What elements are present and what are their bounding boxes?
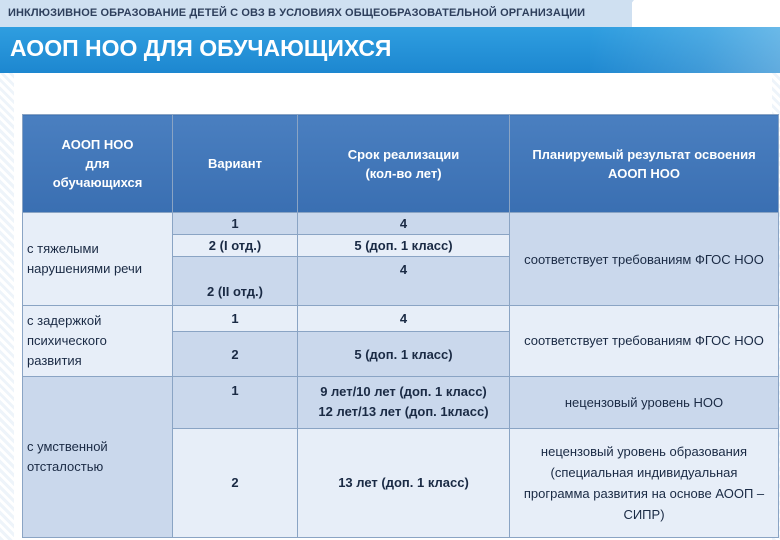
left-decoration xyxy=(0,73,14,540)
supertitle: ИНКЛЮЗИВНОЕ ОБРАЗОВАНИЕ ДЕТЕЙ С ОВЗ В УСЛОВИЯХ ОБЩЕОБРАЗОВАТЕЛЬНОЙ ОРГАНИЗАЦИИ xyxy=(8,7,586,19)
variant-cell: 2 xyxy=(173,332,298,376)
term-line: 12 лет/13 лет (доп. 1класс) xyxy=(318,404,489,420)
header-category-line: для xyxy=(85,156,110,172)
table-row xyxy=(23,376,779,428)
variant-cell: 2 (II отд.) xyxy=(173,257,298,306)
term-line: 9 лет/10 лет (доп. 1 класс) xyxy=(320,384,487,400)
result-line: (специальная индивидуальная xyxy=(550,464,738,480)
header-strip-notch xyxy=(612,0,634,27)
header-term xyxy=(298,115,510,213)
category-cell xyxy=(23,376,173,537)
result-line: программа развития на основе АООП – xyxy=(523,485,765,501)
term-cell: 13 лет (доп. 1 класс) xyxy=(298,428,510,537)
result-cell: соответствует требованиям ФГОС НОО xyxy=(510,306,779,376)
table-row xyxy=(23,213,779,235)
table-header-row xyxy=(23,115,779,213)
result-cell: нецензовый уровень НОО xyxy=(510,376,779,428)
category-line: с задержкой xyxy=(27,312,102,328)
result-cell xyxy=(510,428,779,537)
category-line: с тяжелыми xyxy=(27,241,99,257)
header-result-line: АООП НОО xyxy=(607,165,680,181)
header-term-line: (кол-во лет) xyxy=(365,165,442,181)
result-line: СИПР) xyxy=(623,506,665,522)
header-category-line: обучающихся xyxy=(52,175,143,191)
variant-cell: 2 xyxy=(173,428,298,537)
term-cell: 4 xyxy=(298,257,510,306)
aoop-table xyxy=(22,114,779,538)
header-category-line: АООП НОО xyxy=(61,137,134,153)
page-title: АООП НОО ДЛЯ ОБУЧАЮЩИХСЯ xyxy=(10,35,392,61)
term-cell xyxy=(298,376,510,428)
variant-cell: 2 (I отд.) xyxy=(173,235,298,257)
category-line: с умственной xyxy=(27,438,108,454)
term-cell: 5 (доп. 1 класс) xyxy=(298,235,510,257)
category-line: психического xyxy=(27,332,107,348)
title-band-highlight xyxy=(590,27,780,73)
category-cell xyxy=(23,306,173,376)
category-cell xyxy=(23,213,173,306)
category-line: нарушениями речи xyxy=(27,261,143,277)
variant-cell: 1 xyxy=(173,306,298,332)
result-cell: соответствует требованиям ФГОС НОО xyxy=(510,213,779,306)
category-line: развития xyxy=(27,352,82,368)
header-variant: Вариант xyxy=(173,115,298,213)
category-line: отсталостью xyxy=(27,458,104,474)
result-line: нецензовый уровень образования xyxy=(540,443,748,459)
term-cell: 4 xyxy=(298,306,510,332)
term-cell: 5 (доп. 1 класс) xyxy=(298,332,510,376)
header-category xyxy=(23,115,173,213)
table-row xyxy=(23,306,779,332)
term-cell: 4 xyxy=(298,213,510,235)
variant-cell: 1 xyxy=(173,213,298,235)
variant-cell: 1 xyxy=(173,376,298,428)
header-term-line: Срок реализации xyxy=(347,146,460,162)
header-result-line: Планируемый результат освоения xyxy=(532,146,756,162)
header-result xyxy=(510,115,779,213)
